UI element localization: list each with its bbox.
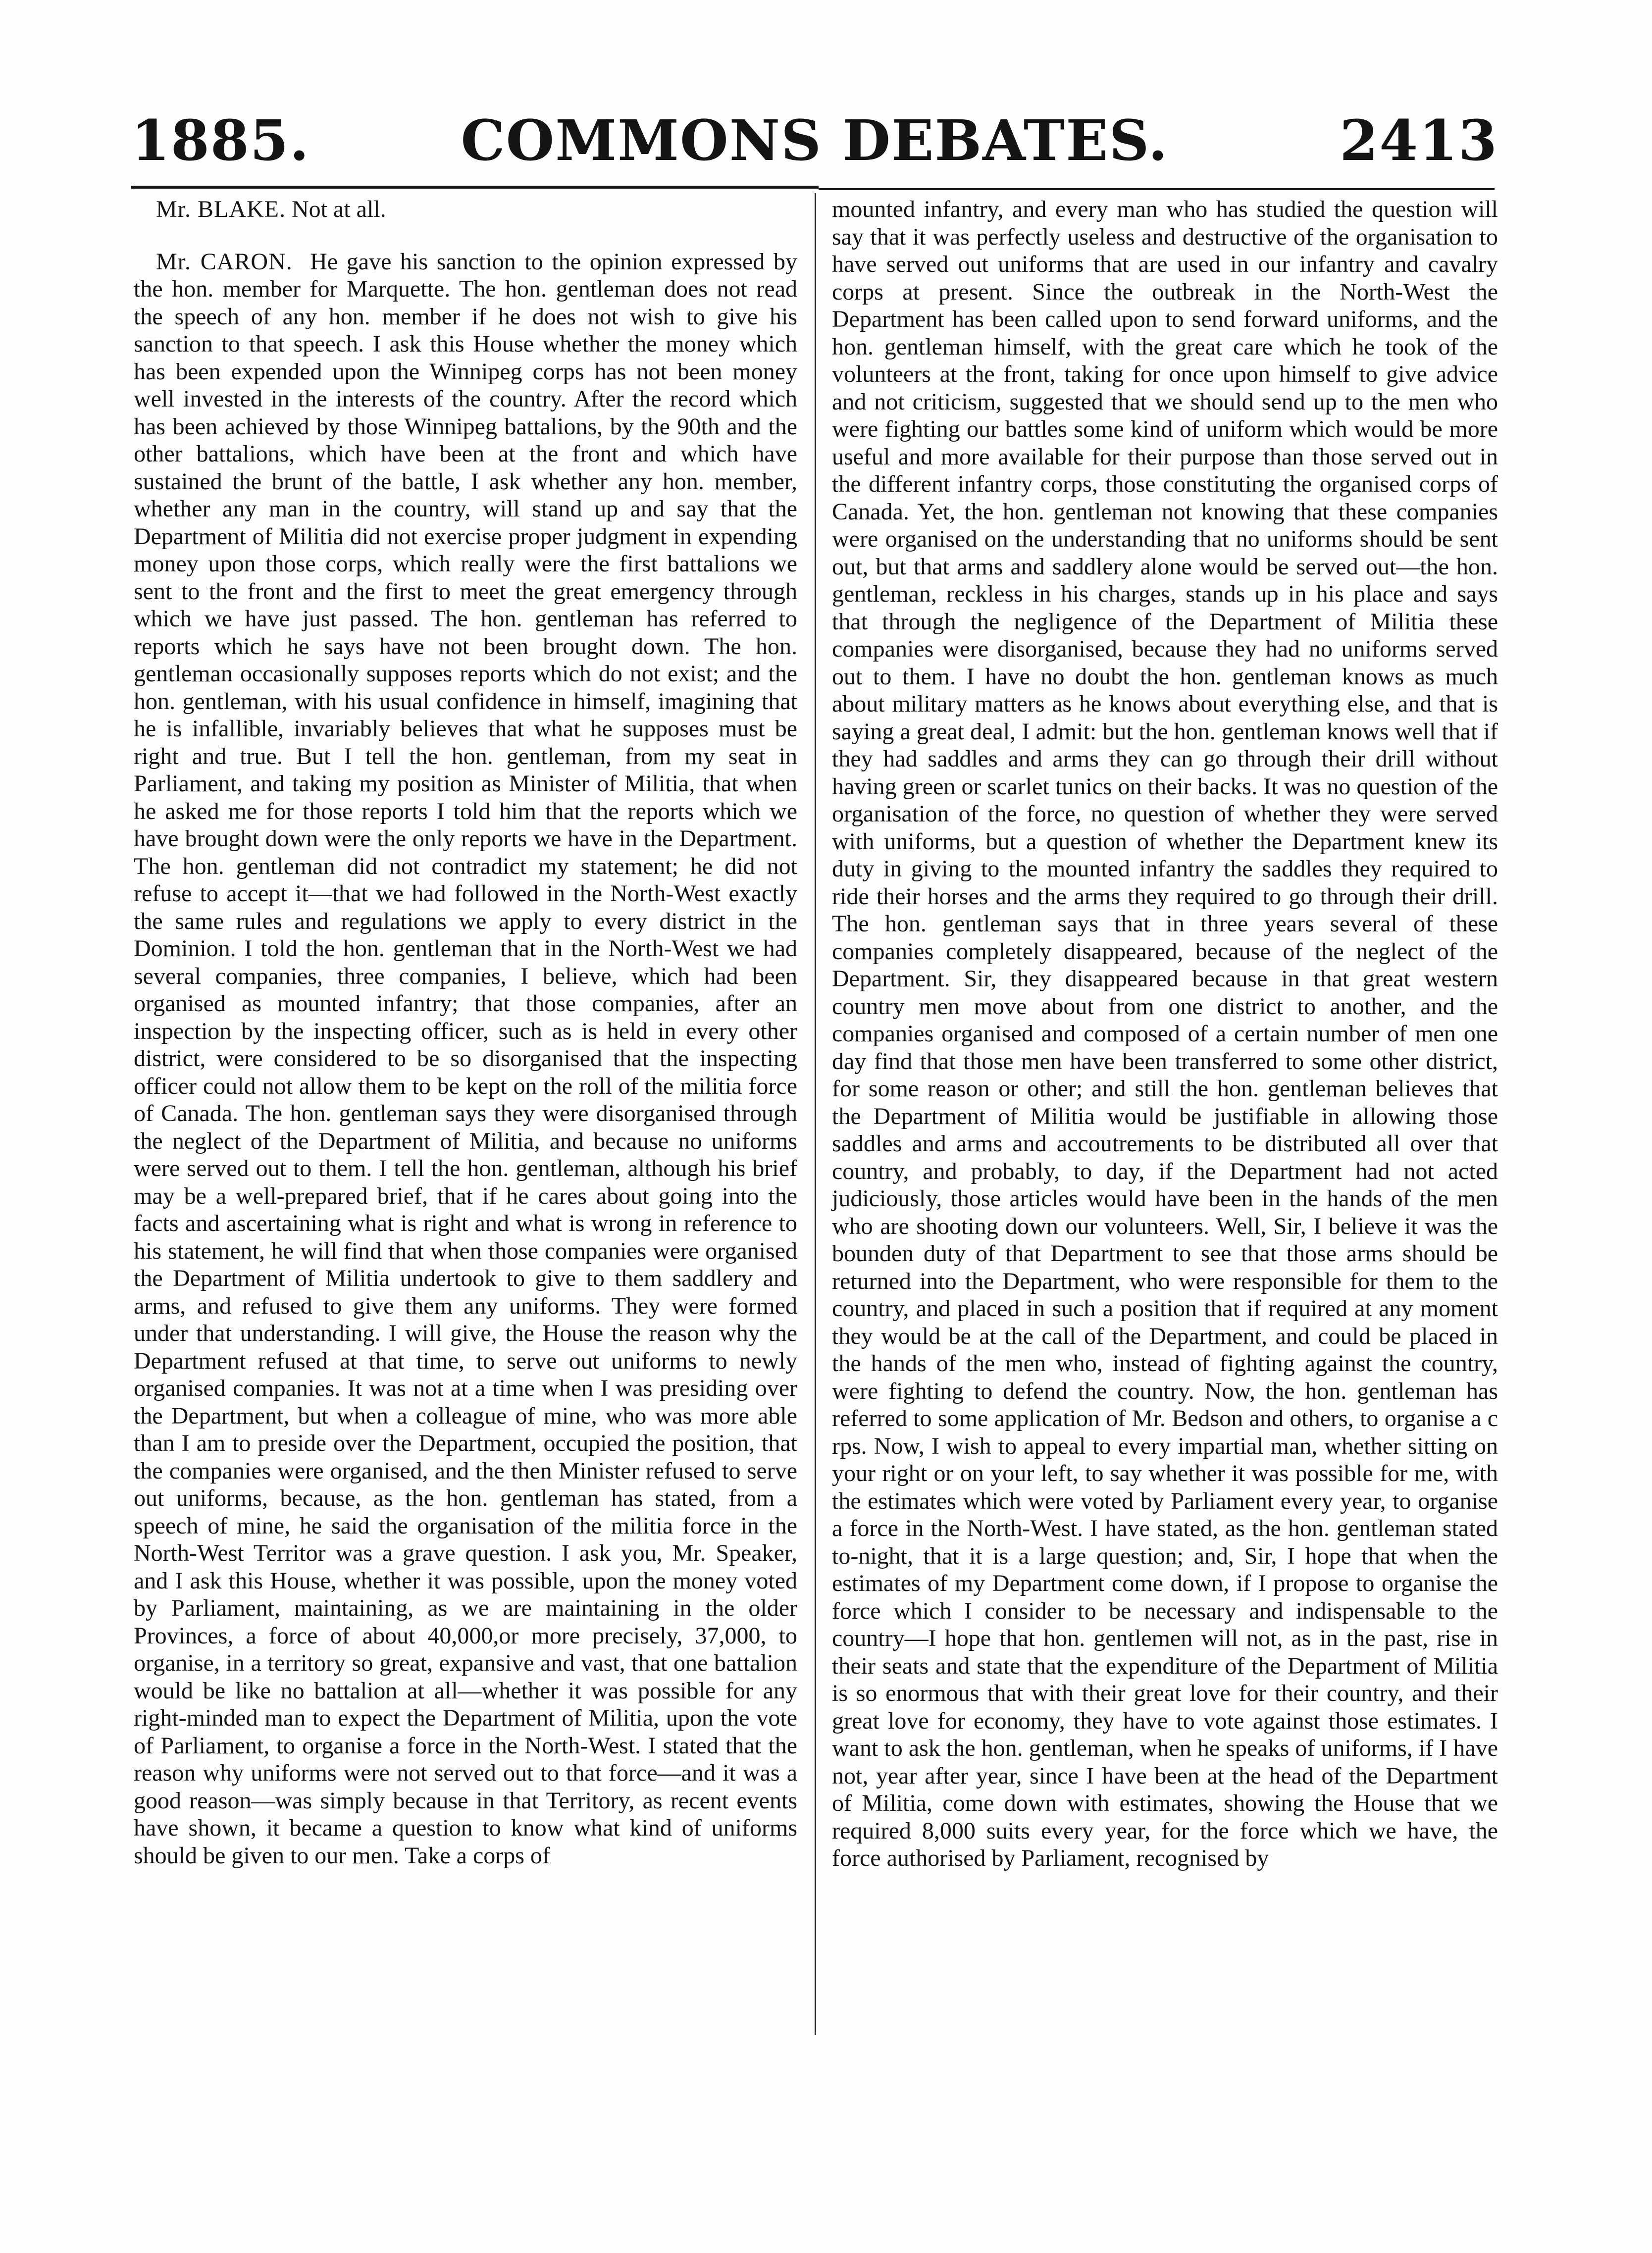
right-column-paragraph: mounted infantry, and every man who has studied the question will say that it was perfectly useless and destructive of the organisation to have served out uniforms that are used in our infantry and cavalry corps at present. Since the outbreak in the North-West the Department has been called upon to send forward uniforms, and the hon. gentleman himself, with the great care which he took of the volunteers at the front, taking for once upon himself to give advice and not criticism, suggested that we should send up to the men who were fighting our battles some kind of uniform which would be more useful and more available for their purpose than those served out in the different infantry corps, those constituting the organised corps of Canada. Yet, the hon. gentleman not knowing that these companies were organised on the understanding that no uniforms should be sent out, but that arms and saddlery alone would be served out—the hon. gentleman, reckless in his charges, stands up in his place and says that through the negligence of the Department of Militia these companies were disorganised, because they had no uniforms served out to them. I have no doubt the hon. gentleman knows as much about military matters as he knows about everything else, and that is saying a great deal, I admit: but the hon. gentleman knows well that if they had saddles and arms they can go through their drill without having green or scarlet tunics on their backs. It was no question of the organisation of the force, no question of whether they were served with uniforms, but a question of whether the Department knew its duty in giving to the mounted infantry the saddles they required to ride their horses and the arms they required to go through their drill. The hon. gentleman says that in three years several of these companies completely disappeared, because of the neglect of the Department. Sir, they disappeared because in that great western country men move about from one district to another, and the companies organised and composed of a certain number of men one day find that those men have been transferred to some other district, for some reason or other; and still the hon. gentleman believes that the Department of Militia would be justifiable in allowing those saddles and arms and accoutrements to be distributed all over that country, and probably, to day, if the Department had not acted judiciously, those articles would have been in the hands of the men who are shooting down our volunteers. Well, Sir, I believe it was the bounden duty of that Department to see that those arms should be returned into the Department, who were responsible for them to the country, and placed in such a position that if required at any moment they would be at the call of the Department, and could be placed in the hands of the men who, instead of fighting against the country, were fighting to defend the country. Now, the hon. gentleman has referred to some application of Mr. Bedson and others, to organise a c rps. Now, I wish to appeal to every impartial man, whether sitting on your right or on your left, to say whether it was possible for me, with the estimates which were voted by Parliament every year, to organise a force in the North-West. I have stated, as the hon. gentleman stated to-night, that it is a large question; and, Sir, I hope that when the estimates of my Department come down, if I propose to organise the force which I consider to be necessary and indispensable to the country—I hope that hon. gentlemen will not, as in the past, rise in their seats and state that the expenditure of the Department of Militia is so enormous that with their great love for their country, and their great love for economy, they have to vote against those estimates. I want to ask the hon. gentleman, when he speaks of uniforms, if I have not, year after year, since I have been at the head of the Department of Militia, come down with estimates, showing the House that we required 8,000 suits every year, for the force which we have, the force authorised by Parliament, recognised by xyxy=(832,196,1498,1871)
blake-remark: Not at all. xyxy=(292,196,386,222)
header-title: COMMONS DEBATES. xyxy=(461,108,1169,173)
blake-paragraph xyxy=(134,196,797,223)
caron-paragraph xyxy=(134,248,797,1870)
header-rule-left xyxy=(131,186,819,189)
left-column xyxy=(134,196,797,1869)
page-header xyxy=(131,106,1498,176)
speaker-caron: Mr. CARON. xyxy=(156,248,293,275)
header-year: 1885. xyxy=(131,108,310,173)
caron-speech-text: He gave his sanction to the opinion expressed by the hon. member for Marquette. The hon. gentleman does not read the speech of any hon. member if he does not wish to give his sanction to that speech. I ask this House whether the money which has been expended upon the Winnipeg corps has not been money well invested in the interests of the country. After the record which has been achieved by those Winnipeg battalions, by the 90th and the other battalions, which have been at the front and which have sustained the brunt of the battle, I ask whether any hon. member, whether any man in the country, will stand up and say that the Department of Militia did not exercise proper judgment in expending money upon those corps, which really were the first battalions we sent to the front and the first to meet the great emergency through which we have just passed. The hon. gentleman has referred to reports which he says have not been brought down. The hon. gentleman occasionally supposes reports which do not exist; and the hon. gentleman, with his usual confidence in himself, imagining that he is infallible, invariably believes that what he supposes must be right and true. But I tell the hon. gentleman, from my seat in Parliament, and taking my position as Minister of Militia, that when he asked me for those reports I told him that the reports which we have brought down were the only reports we have in the Department. The hon. gentleman did not contradict my statement; he did not refuse to accept it—that we had followed in the North-West exactly the same rules and regulations we apply to every district in the Dominion. I told the hon. gentleman that in the North-West we had several companies, three companies, I believe, which had been organised as mounted infantry; that those companies, after an inspection by the inspecting officer, such as is held in every other district, were considered to be so disorganised that the inspecting officer could not allow them to be kept on the roll of the militia force of Canada. The hon. gentleman says they were disorganised through the neglect of the Department of Militia, and because no uniforms were served out to them. I tell the hon. gentleman, although his brief may be a well-prepared brief, that if he cares about going into the facts and ascertaining what is right and what is wrong in reference to his statement, he will find that when those companies were organised the Department of Militia undertook to give to them saddlery and arms, and refused to give them any uniforms. They were formed under that understanding. I will give, the House the reason why the Department refused at that time, to serve out uniforms to newly organised companies. It was not at a time when I was presiding over the Department, but when a colleague of mine, who was more able than I am to preside over the Department, occupied the position, that the companies were organised, and the then Minister refused to serve out uniforms, because, as the hon. gentleman has stated, from a speech of mine, he said the organisation of the militia force in the North-West Territor was a grave question. I ask you, Mr. Speaker, and I ask this House, whether it was possible, upon the money voted by Parliament, maintaining, as we are maintaining in the older Provinces, a force of about 40,000,or more precisely, 37,000, to organise, in a territory so great, expansive and vast, that one battalion would be like no battalion at all—whether it was possible for any right-minded man to expect the Department of Militia, upon the vote of Parliament, to organise a force in the North-West. I stated that the reason why uniforms were not served out to that force—and it was a good reason—was simply because in that Territory, as recent events have shown, it became a question to know what kind of uniforms should be given to our men. Take a corps of xyxy=(134,248,798,1869)
header-page-number: 2413 xyxy=(1340,108,1498,173)
header-rule-right xyxy=(819,188,1495,190)
right-column xyxy=(832,196,1498,1872)
column-divider xyxy=(815,193,816,2035)
speaker-blake: Mr. BLAKE. xyxy=(156,196,286,222)
